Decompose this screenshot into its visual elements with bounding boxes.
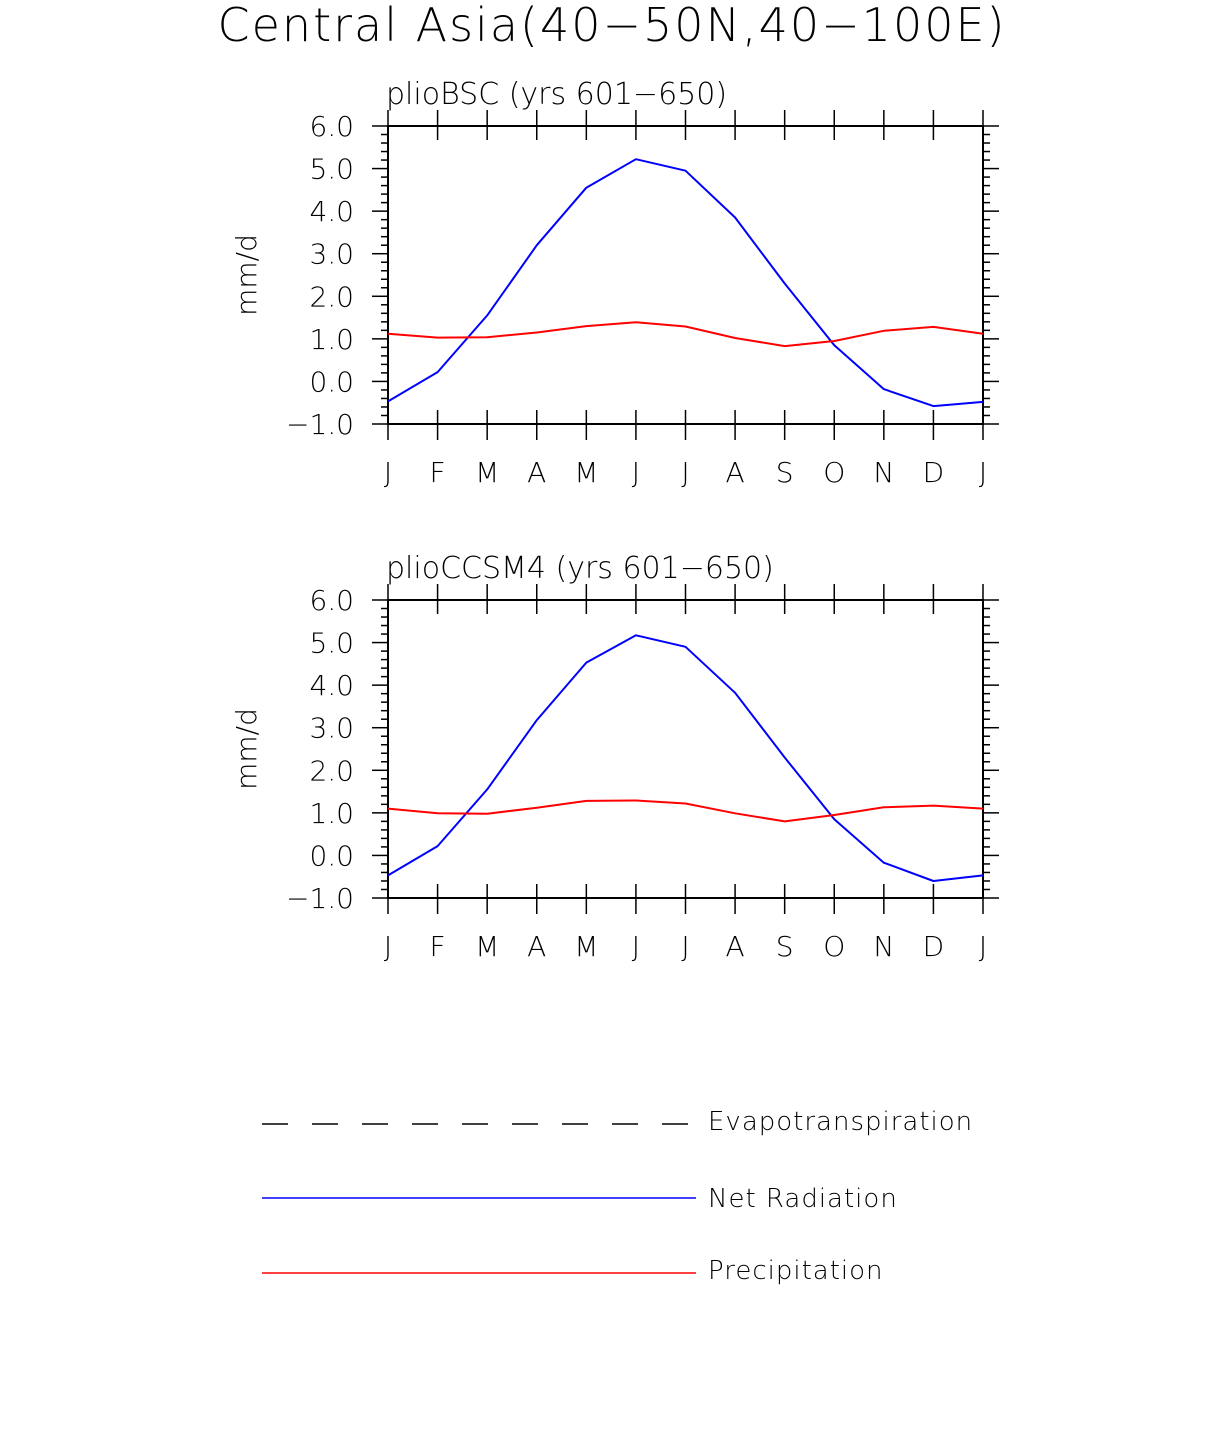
legend-label-evapotranspiration: Evapotranspiration [708, 1107, 974, 1137]
legend-label-precipitation: Precipitation [708, 1256, 884, 1286]
x-tick-label: A [527, 930, 547, 963]
y-tick-label: 6.0 [309, 110, 354, 143]
series-line-precipitation [388, 801, 983, 822]
x-tick-label: M [574, 930, 599, 963]
plot-frame [388, 600, 983, 898]
x-tick-label: D [922, 930, 945, 963]
x-tick-label: N [873, 930, 895, 963]
y-tick-label: 5.0 [309, 152, 354, 186]
x-tick-label: J [383, 456, 393, 489]
x-tick-label: O [823, 930, 846, 963]
x-tick-label: M [475, 930, 500, 963]
y-tick-label: 0.0 [309, 839, 354, 873]
panel-title: plioBSC (yrs 601−650) [386, 77, 728, 112]
x-tick-label: J [978, 456, 988, 489]
series-line-net-radiation [388, 159, 983, 406]
y-tick-label: 1.0 [309, 796, 354, 830]
figure-title: Central Asia(40−50N,40−100E) [217, 0, 1007, 52]
x-tick-label: A [725, 456, 745, 489]
x-tick-label: S [775, 930, 794, 963]
y-tick-label: 6.0 [309, 584, 354, 617]
y-tick-label: −1.0 [286, 408, 354, 441]
y-axis-label: mm/d [230, 234, 263, 316]
y-tick-label: 1.0 [309, 322, 354, 356]
y-tick-label: 2.0 [309, 754, 354, 788]
x-tick-label: J [631, 930, 641, 963]
y-tick-label: 4.0 [309, 195, 354, 229]
panel-title: plioCCSM4 (yrs 601−650) [386, 551, 774, 586]
y-tick-label: 4.0 [309, 669, 354, 703]
x-tick-label: J [383, 930, 393, 963]
x-tick-label: S [775, 456, 794, 489]
y-tick-label: 2.0 [309, 280, 354, 314]
x-tick-label: F [429, 456, 446, 489]
series-line-net-radiation [388, 635, 983, 881]
x-tick-label: A [527, 456, 547, 489]
chart-panel-plioBSC [230, 77, 999, 489]
x-tick-label: D [922, 456, 945, 489]
y-tick-label: −1.0 [286, 882, 354, 915]
x-tick-label: F [429, 930, 446, 963]
y-axis-label: mm/d [230, 708, 263, 790]
chart-panel-plioCCSM4 [230, 551, 999, 963]
y-tick-label: 3.0 [309, 237, 354, 271]
x-tick-label: J [681, 456, 690, 489]
x-tick-label: N [873, 456, 895, 489]
x-tick-label: M [475, 456, 500, 489]
x-tick-label: J [681, 930, 690, 963]
x-tick-label: A [725, 930, 745, 963]
x-tick-label: J [631, 456, 641, 489]
x-tick-label: J [978, 930, 988, 963]
y-tick-label: 0.0 [309, 365, 354, 399]
legend [262, 1107, 973, 1286]
y-tick-label: 3.0 [309, 711, 354, 745]
x-tick-label: O [823, 456, 846, 489]
y-tick-label: 5.0 [309, 626, 354, 660]
x-tick-label: M [574, 456, 599, 489]
legend-label-net-radiation: Net Radiation [708, 1184, 898, 1214]
